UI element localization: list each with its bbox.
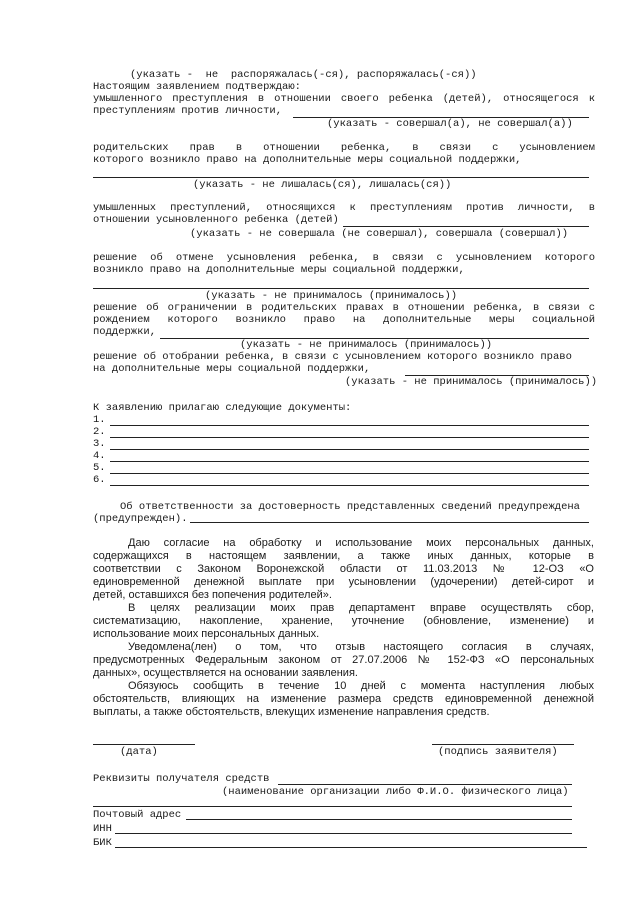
obligation-line2: обстоятельств, влияющих на изменение размера средств единовременной денежной (93, 693, 594, 705)
notified-line1: Уведомлена(лен) о том, что отзыв настоящего согласия в случаях, (128, 641, 594, 653)
cancel-adoption-field[interactable] (93, 288, 589, 289)
restriction-line2: рождением которого возникло право на дополнительные меры социальной (93, 314, 595, 326)
restriction-line1: решение об ограничении в родительских правах в отношении ребенка, в связи с (93, 302, 595, 314)
hint-disposed: (указать - не распоряжалась(-ся), распоряжалась(-ся)) (130, 69, 477, 81)
parental-rights-hint: (указать - не лишалась(ся), лишалась(ся)) (193, 179, 452, 191)
bik-field[interactable] (115, 847, 587, 848)
recipient-label: Реквизиты получателя средств (93, 773, 270, 785)
attachment-field[interactable] (110, 473, 589, 474)
notified-line3: данных», осуществляется на основании заявления. (93, 667, 358, 679)
responsibility-line1: Об ответственности за достоверность представленных сведений предупреждена (120, 501, 580, 513)
department-line2: систематизацию, накопление, хранение, уточнение (обновление, изменение) и (93, 615, 594, 627)
cancel-adoption-line2: возникло право на дополнительные меры социальной поддержки, (93, 264, 465, 276)
crime-own-line1: умышленного преступления в отношении своего ребенка (детей), относящегося к (93, 93, 595, 105)
crime-own-line2: преступлениям против личности, (93, 105, 283, 117)
removal-line1: решение об отобрании ребенка, в связи с усыновлением которого возникло право (93, 351, 572, 363)
date-field[interactable] (93, 744, 195, 745)
cancel-adoption-line1: решение об отмене усыновления ребенка, в связи с усыновлением которого (93, 252, 595, 264)
signature-label: (подпись заявителя) (438, 746, 558, 758)
postal-address-field[interactable] (186, 819, 572, 820)
obligation-line1: Обязуюсь сообщить в течение 10 дней с момента наступления любых (128, 680, 594, 692)
removal-hint: (указать - не принималось (принималось)) (345, 376, 598, 388)
consent-line2: содержащихся в настоящем заявлении, а также иных данных, которые в (93, 550, 594, 562)
adopted-crime-line2: отношении усыновленного ребенка (детей) (93, 214, 339, 226)
removal-line2: на дополнительные меры социальной поддержки, (93, 363, 371, 375)
attachment-number: 1. (93, 414, 106, 426)
adopted-crime-field[interactable] (343, 226, 589, 227)
cancel-adoption-hint: (указать - не принималось (принималось)) (205, 290, 458, 302)
signature-field[interactable] (432, 744, 574, 745)
postal-address-label: Почтовый адрес (93, 809, 182, 821)
adopted-crime-line1: умышленных преступлений, относящихся к преступлениям против личности, в (93, 202, 595, 214)
consent-line4: единовременной денежной выплате при усыновлении (удочерении) детей-сирот и (93, 576, 594, 588)
consent-line3: соответствии с Законом Воронежской области от 11.03.2013 № 12-ОЗ «О (93, 563, 594, 575)
parental-rights-field[interactable] (93, 177, 589, 178)
attachment-field[interactable] (110, 425, 589, 426)
attachment-number: 3. (93, 438, 106, 450)
recipient-field[interactable] (278, 784, 572, 785)
consent-line5: детей, оставшихся без попечения родителей». (93, 589, 332, 601)
attachments-title: К заявлению прилагаю следующие документы: (93, 402, 352, 414)
recipient-hint: (наименование организации либо Ф.И.О. физического лица) (222, 786, 569, 798)
restriction-line3: поддержки, (93, 326, 157, 338)
notified-line2: предусмотренных Федеральным законом от 27.07.2006 № 152-ФЗ «О персональных (93, 654, 594, 666)
inn-label: ИНН (93, 823, 112, 835)
date-label: (дата) (120, 746, 158, 758)
consent-line1: Даю согласие на обработку и использование моих персональных данных, (128, 537, 594, 549)
bik-label: БИК (93, 837, 112, 849)
inn-field[interactable] (115, 833, 572, 834)
department-line1: В целях реализации моих прав департамент вправе осуществлять сбор, (128, 602, 594, 614)
attachment-number: 4. (93, 450, 106, 462)
adopted-crime-hint: (указать - не совершала (не совершал), совершала (совершал)) (190, 228, 569, 240)
hint-committed: (указать - совершал(а), не совершал(а)) (327, 118, 573, 130)
parental-rights-line1: родительских прав в отношении ребенка, в связи с усыновлением (93, 142, 595, 154)
restriction-hint: (указать - не принималось (принималось)) (240, 339, 493, 351)
responsibility-field[interactable] (190, 522, 589, 523)
recipient-field-2[interactable] (93, 806, 572, 807)
obligation-line3: выплаты, а также обстоятельств, влекущих изменение направления средств. (93, 706, 490, 718)
attachment-field[interactable] (110, 461, 589, 462)
attachment-number: 2. (93, 426, 106, 438)
attachment-field[interactable] (110, 485, 589, 486)
responsibility-line2: (предупрежден). (93, 513, 188, 525)
attachment-number: 5. (93, 462, 106, 474)
attachment-number: 6. (93, 474, 106, 486)
department-line3: использование моих персональных данных. (93, 628, 320, 640)
attachment-field[interactable] (110, 437, 589, 438)
confirm-heading: Настоящим заявлением подтверждаю: (93, 81, 301, 93)
parental-rights-line2: которого возникло право на дополнительные меры социальной поддержки, (93, 154, 522, 166)
attachment-field[interactable] (110, 449, 589, 450)
